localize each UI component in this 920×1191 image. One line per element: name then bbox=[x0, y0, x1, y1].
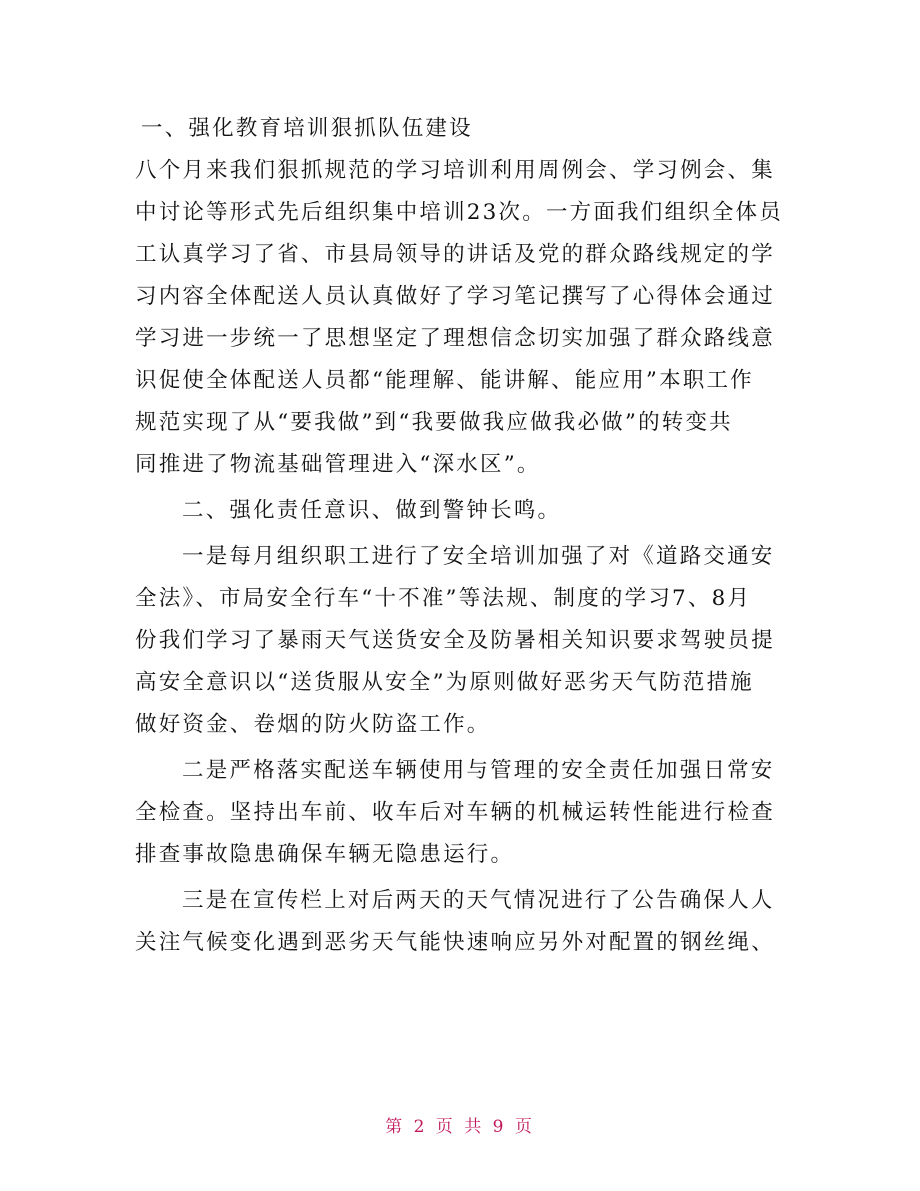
section-heading-1: 一、强化教育培训狠抓队伍建设 bbox=[141, 116, 473, 141]
paragraph-line: 八个月来我们狠抓规范的学习培训利用周例会、学习例会、集 bbox=[135, 158, 775, 183]
paragraph-line: 中讨论等形式先后组织集中培训23次。一方面我们组织全体员 bbox=[135, 200, 783, 225]
paragraph-line: 份我们学习了暴雨天气送货安全及防暑相关知识要求驾驶员提 bbox=[135, 628, 775, 653]
paragraph-line: 关注气候变化遇到恶劣天气能快速响应另外对配置的钢丝绳、 bbox=[135, 930, 775, 955]
paragraph-line: 规范实现了从“要我做”到“我要做我应做我必做”的转变共 bbox=[135, 410, 733, 435]
paragraph-line: 做好资金、卷烟的防火防盗工作。 bbox=[135, 712, 491, 737]
paragraph-line: 识促使全体配送人员都“能理解、能讲解、能应用”本职工作 bbox=[135, 368, 754, 393]
paragraph-line: 二是严格落实配送车辆使用与管理的安全责任加强日常安 bbox=[182, 758, 775, 783]
page-number-footer: 第 2 页 共 9 页 bbox=[385, 1117, 535, 1137]
paragraph-line: 全检查。坚持出车前、收车后对车辆的机械运转性能进行检查 bbox=[135, 800, 775, 825]
paragraph-line: 同推进了物流基础管理进入“深水区”。 bbox=[135, 452, 541, 477]
paragraph-line: 高安全意识以“送货服从安全”为原则做好恶劣天气防范措施 bbox=[135, 670, 754, 695]
section-heading-2: 二、强化责任意识、做到警钟长鸣。 bbox=[182, 498, 562, 523]
paragraph-line: 习内容全体配送人员认真做好了学习笔记撰写了心得体会通过 bbox=[135, 284, 775, 309]
paragraph-line: 三是在宣传栏上对后两天的天气情况进行了公告确保人人 bbox=[182, 888, 775, 913]
paragraph-line: 一是每月组织职工进行了安全培训加强了对《道路交通安 bbox=[182, 544, 775, 569]
paragraph-line: 全法》、市局安全行车“十不准”等法规、制度的学习7、8月 bbox=[135, 586, 752, 611]
paragraph-line: 学习进一步统一了思想坚定了理想信念切实加强了群众路线意 bbox=[135, 326, 775, 351]
paragraph-line: 工认真学习了省、市县局领导的讲话及党的群众路线规定的学 bbox=[135, 242, 775, 267]
document-body bbox=[135, 108, 785, 964]
paragraph-line: 排查事故隐患确保车辆无隐患运行。 bbox=[135, 842, 515, 867]
